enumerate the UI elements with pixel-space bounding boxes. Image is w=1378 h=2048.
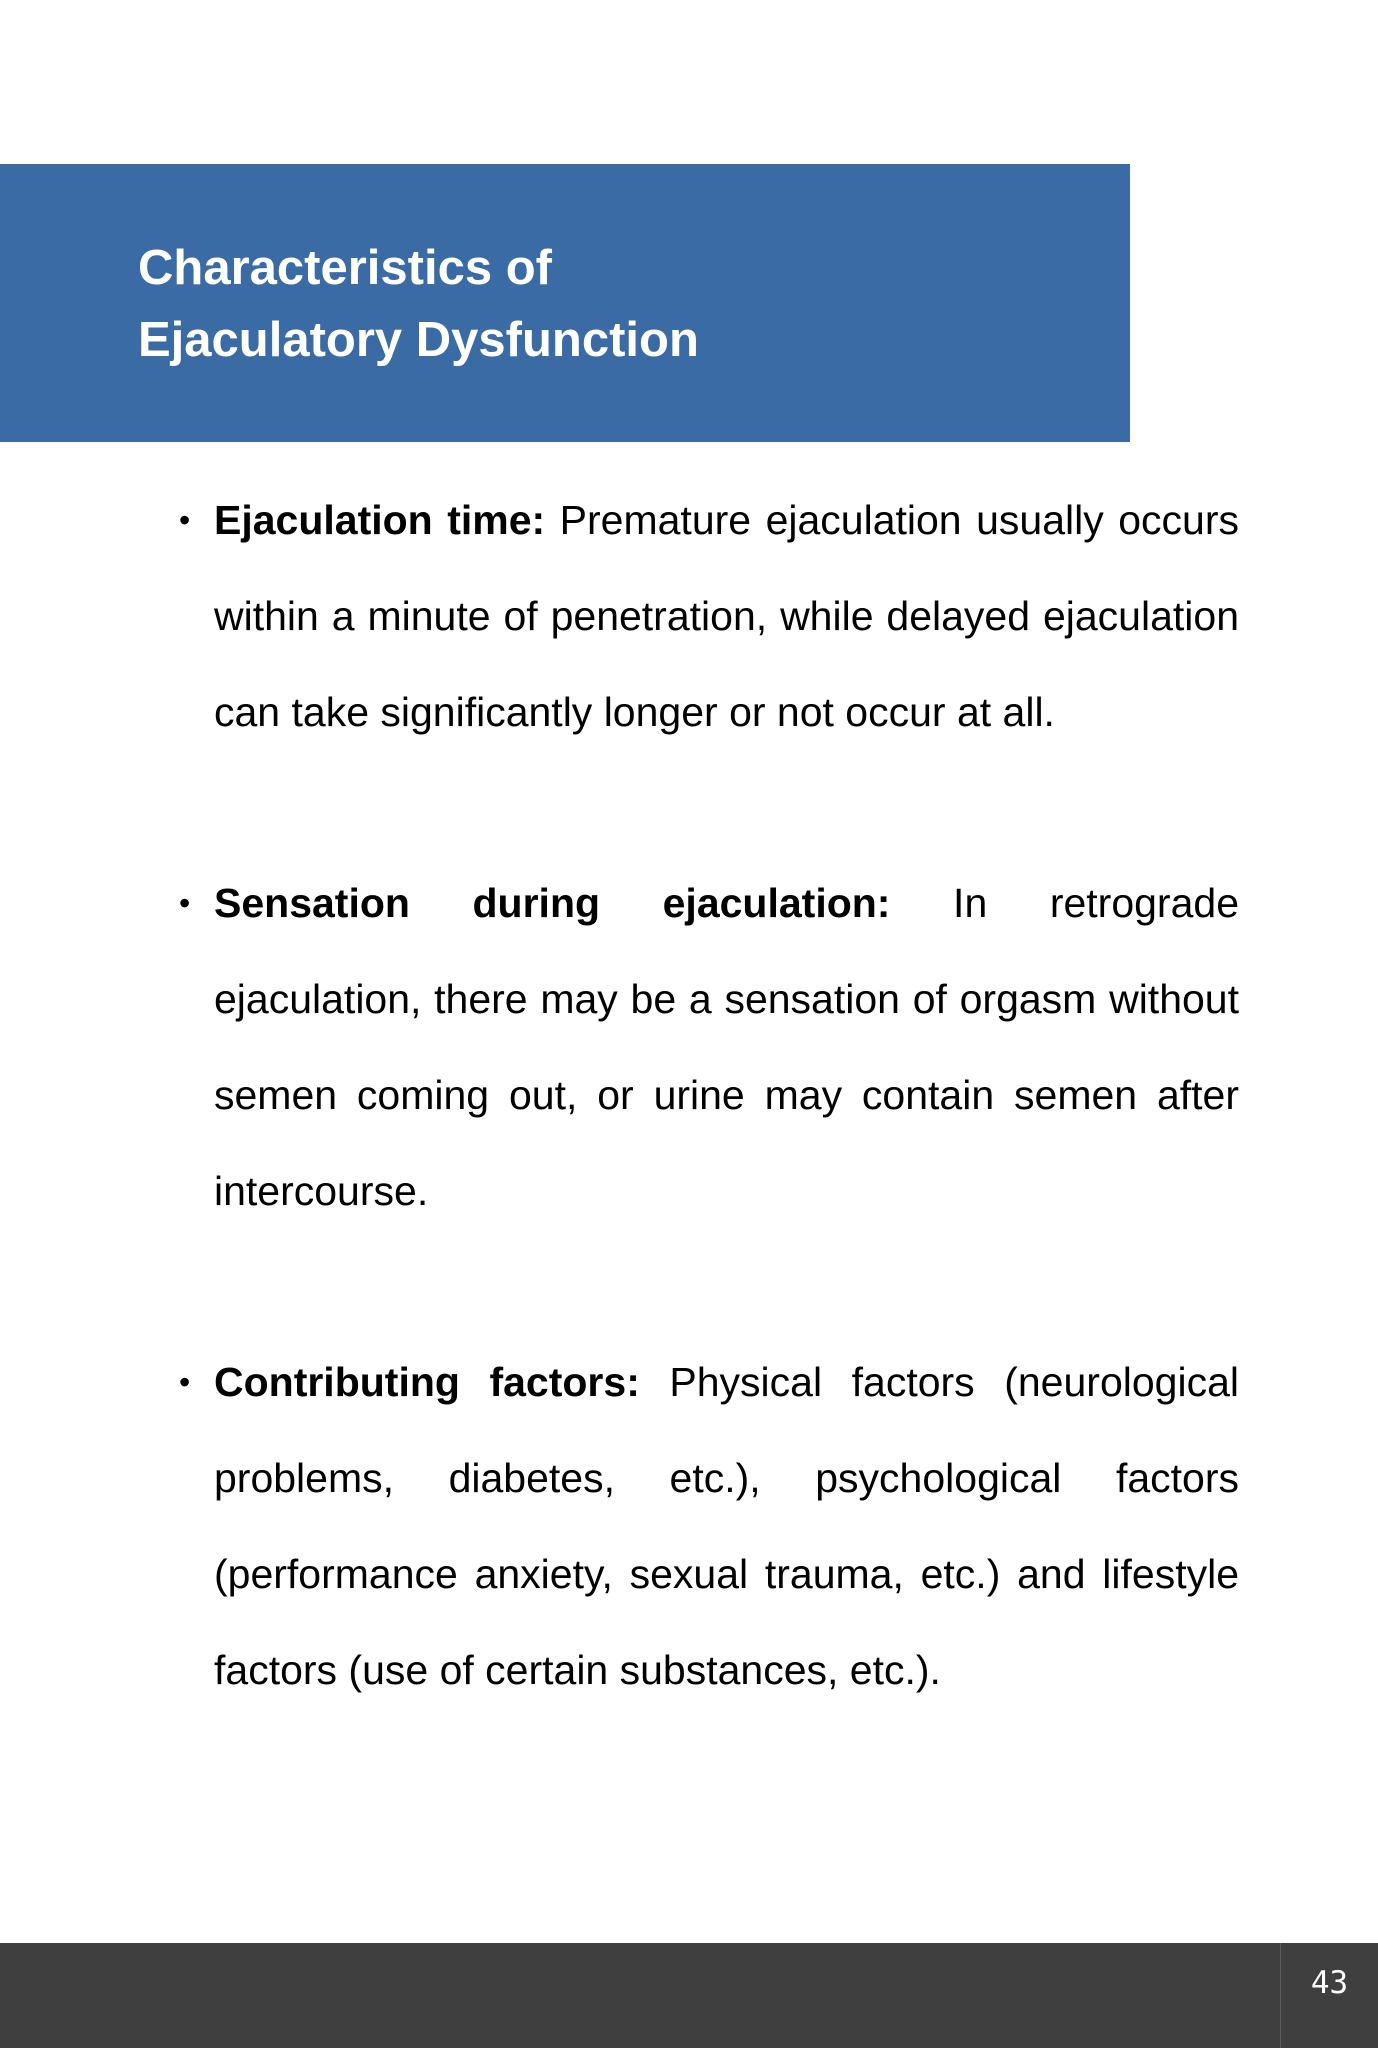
bullet-item-sensation [179, 855, 1239, 1239]
bullet-term: Sensation during ejaculation: [214, 880, 891, 926]
bullet-item-ejaculation-time [179, 472, 1239, 760]
page-title-line-2: Ejaculatory Dysfunction [138, 313, 699, 367]
bullet-item-contributing-factors [179, 1334, 1239, 1718]
bullet-list [179, 472, 1239, 1718]
bullet-text: Physical factors (neurological problems, diabetes, etc.), psychological factors (performance anxiety, sexual trauma, etc.) and lifestyle factors (use of certain substances, etc.). [214, 1359, 1239, 1693]
bullet-text: Premature ejaculation usually occurs within a minute of penetration, while delayed ejaculation can take significantly longer or not occur at all. [214, 497, 1239, 735]
bullet-dot-icon: • [179, 1364, 191, 1400]
footer-bar [0, 1943, 1378, 2048]
bullet-term: Ejaculation time: [214, 497, 546, 543]
bullet-dot-icon: • [179, 885, 191, 921]
page-number: 43 [1280, 1943, 1378, 2048]
bullet-dot-icon: • [179, 502, 191, 538]
bullet-term: Contributing factors: [214, 1359, 640, 1405]
bullet-text: In retrograde ejaculation, there may be a sensation of orgasm without semen coming out, or urine may contain semen after intercourse. [214, 880, 1239, 1214]
title-banner [0, 164, 1130, 442]
page-title-line-1: Characteristics of [138, 241, 552, 295]
